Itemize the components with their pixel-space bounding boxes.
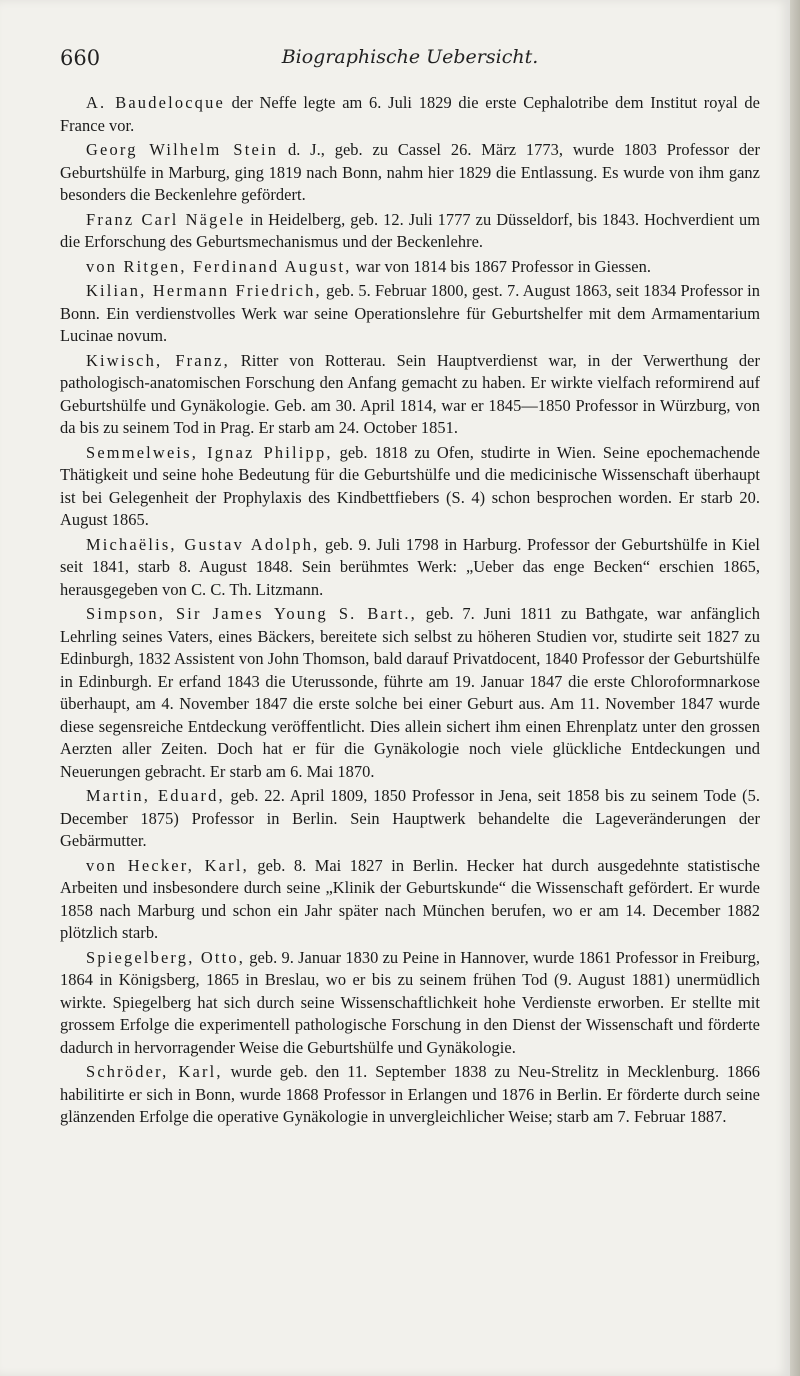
entry-text: geb. 22. April 1809, 1850 Professor in Jena, seit 1858 bis zu seinem Tode (5. December 1875) Professor in Berlin. Sein Hauptwerk behandelte die Lageveränderungen der Gebärmutter. — [60, 786, 760, 850]
entry-text: war von 1814 bis 1867 Professor in Giessen. — [351, 256, 651, 276]
entry-name: von Hecker, Karl, — [86, 855, 249, 875]
entry-text: geb. 9. Juli 1798 in Harburg. Professor der Geburtshülfe in Kiel seit 1841, starb 8. August 1848. Sein berühmtes Werk: „Ueber das enge Becken“ erschien 1865, herausgegeben von C. C. Th. Litzmann. — [60, 534, 760, 599]
entry-text: d. J., geb. zu Cassel 26. März 1773, wurde 1803 Professor der Geburtshülfe in Marburg, ging 1819 nach Bonn, nahm hier 1829 die Entlassung. Es wurde von ihm ganz besonders die Beckenlehre gefördert. — [60, 140, 760, 204]
entry-kilian — [60, 280, 760, 348]
text-body — [60, 92, 760, 1131]
entry-name: Semmelweis, Ignaz Philipp, — [86, 442, 333, 462]
page-edge-shadow — [790, 0, 800, 1376]
entry-name: von Ritgen, Ferdinand August, — [86, 256, 352, 276]
entry-text: geb. 7. Juni 1811 zu Bathgate, war anfänglich Lehrling seines Vaters, eines Bäckers, bereitete sich selbst zu höheren Studien vor, studirte seit 1827 zu Edinburgh, 1832 Assistent von John Thomson, bald darauf Privatdocent, 1840 Professor der Geburtshülfe in Edinburgh. Er erfand 1843 die Uterussonde, führte am 19. Januar 1847 die erste Chloroformnarkose überhaupt, am 4. November 1847 die erste solche bei einer Geburt aus. Am 11. November 1847 wurde diese segensreiche Entdeckung veröffentlicht. Dies allein sichert ihm einen Ehrenplatz unter den grossen Aerzten aller Zeiten. Doch hat er für die Gynäkologie noch viele glückliche Entdeckungen und Neuerungen gebracht. Er starb am 6. Mai 1870. — [60, 604, 760, 781]
entry-naegele — [60, 209, 760, 254]
entry-name: A. Baudelocque — [86, 93, 225, 112]
entry-michaelis — [60, 534, 760, 602]
entry-name: Simpson, Sir James Young S. Bart., — [86, 604, 417, 623]
entry-text: der Neffe legte am 6. Juli 1829 die erste Cephalotribe dem Institut royal de France vor. — [60, 93, 760, 135]
page-header — [60, 46, 760, 74]
entry-text: geb. 5. Februar 1800, gest. 7. August 1863, seit 1834 Professor in Bonn. Ein verdienstvolles Werk war seine Operationslehre für Geburtshelfer mit dem Armamentarium Lucinae novum. — [60, 281, 760, 345]
page-number: 660 — [60, 46, 101, 70]
entry-text: geb. 9. Januar 1830 zu Peine in Hannover, wurde 1861 Professor in Freiburg, 1864 in Königsberg, 1865 in Breslau, wo er bis zu seinem frühen Tod (9. August 1881) unermüdlich wirkte. Spiegelberg hat sich durch seine Wissenschaftlichkeit hohe Verdienste erworben. Er stellte mit grossem Erfolge die experimentell pathologische Forschung in den Dienst der Wissenschaft und förderte dadurch in hervorragender Weise die Geburtshülfe und Gynäkologie. — [60, 947, 760, 1057]
entry-name: Schröder, Karl, — [86, 1062, 223, 1081]
entry-kiwisch — [60, 350, 760, 440]
running-title: Biographische Uebersicht. — [281, 46, 539, 68]
entry-text: Ritter von Rotterau. Sein Hauptverdienst war, in der Verwerthung der pathologisch-anatomischen Forschung den Anfang gemacht zu haben. Er wirkte vielfach reformirend auf Geburtshülfe und Gynäkologie. Geb. am 30. April 1814, war er 1845—1850 Professor in Würzburg, von da bis zu seinem Tod in Prag. Er starb am 24. October 1851. — [60, 350, 760, 437]
entry-stein — [60, 139, 760, 207]
entry-name: Kilian, Hermann Friedrich, — [86, 281, 322, 300]
entry-text: wurde geb. den 11. September 1838 zu Neu-Strelitz in Mecklenburg. 1866 habilitirte er sich in Bonn, wurde 1868 Professor in Erlangen und 1876 in Berlin. Er förderte durch seine glänzenden Erfolge die operative Gynäkologie in unvergleichlicher Weise; starb am 7. Februar 1887. — [60, 1062, 760, 1126]
entry-spiegelberg — [60, 947, 760, 1060]
entry-name: Martin, Eduard, — [86, 786, 225, 805]
entry-name: Georg Wilhelm Stein — [86, 140, 279, 159]
entry-name: Michaëlis, Gustav Adolph, — [86, 534, 320, 554]
entry-name: Franz Carl Nägele — [86, 209, 246, 229]
entry-simpson — [60, 603, 760, 783]
entry-baudelocque — [60, 92, 760, 137]
entry-semmelweis — [60, 442, 760, 532]
entry-schroeder — [60, 1061, 760, 1129]
entry-text: geb. 8. Mai 1827 in Berlin. Hecker hat durch ausgedehnte statistische Arbeiten und insbesondere durch seine „Klinik der Geburtskunde“ die Wissenschaft gefördert. Er wurde 1858 nach Marburg und schon ein Jahr später nach München berufen, wo er am 14. December 1882 plötzlich starb. — [60, 855, 760, 942]
entry-text: in Heidelberg, geb. 12. Juli 1777 zu Düsseldorf, bis 1843. Hochverdient um die Erforschung des Geburtsmechanismus und der Beckenlehre. — [60, 209, 760, 251]
entry-ritgen — [60, 256, 760, 279]
entry-name: Kiwisch, Franz, — [86, 350, 230, 370]
entry-name: Spiegelberg, Otto, — [86, 947, 246, 967]
entry-text: geb. 1818 zu Ofen, studirte in Wien. Seine epochemachende Thätigkeit und seine hohe Bedeutung für die Geburtshülfe und die medicinische Wissenschaft überhaupt ist bei Gelegenheit der Prophylaxis des Kindbettfiebers (S. 4) schon besprochen worden. Er starb 20. August 1865. — [60, 442, 761, 529]
entry-hecker — [60, 855, 760, 945]
entry-martin — [60, 785, 760, 853]
